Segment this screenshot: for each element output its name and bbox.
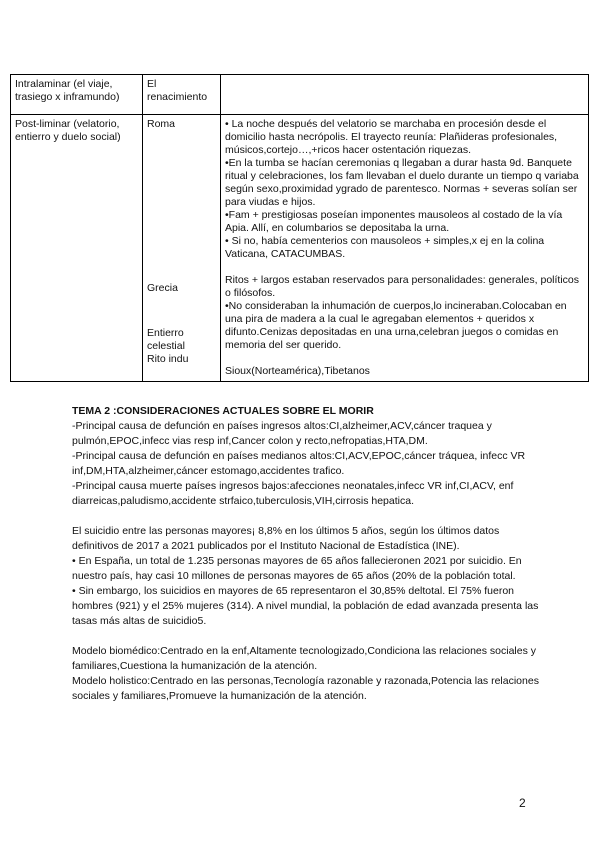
- paragraph: • En España, un total de 1.235 personas mayores de 65 años fallecieronen 2021 por suicidio. En nuestro país, hay casi 10 millones de personas mayores de 65 años (20% de la población total.: [72, 555, 522, 582]
- culture-cell: [143, 115, 221, 382]
- rome-bullet: •Fam + prestigiosas poseían imponentes mausoleos al costado de la vía Apia. Allí, en columbarios se depositaba la urna.: [225, 209, 563, 234]
- paragraph: Modelo biomédico:Centrado en la enf,Altamente tecnologizado,Condiciona las relaciones sociales y familiares,Cuestiona la humanización de la atención.: [72, 645, 537, 672]
- paragraph: -Principal causa de defunción en países medianos altos:CI,ACV,EPOC,cáncer tráquea, infecc VR inf,DM,HTA,alzheimer,cáncer estomago,accidentes trafico.: [72, 450, 526, 477]
- culture-celestial-line: Entierro: [147, 327, 184, 339]
- celestial-text: Sioux(Norteamérica),Tibetanos: [225, 365, 370, 377]
- culture-celestial-line: celestial: [147, 340, 185, 352]
- page-number: 2: [519, 796, 526, 810]
- culture-celestial: [147, 327, 221, 366]
- section-title: TEMA 2 :CONSIDERACIONES ACTUALES SOBRE EL MORIR: [72, 405, 374, 417]
- culture-greece: Grecia: [147, 282, 178, 294]
- greece-bullet: Ritos + largos estaban reservados para personalidades: generales, políticos o filósofos.: [225, 274, 580, 299]
- phase-cell: Post-liminar (velatorio, entierro y duelo social): [11, 115, 143, 382]
- paragraph: -Principal causa de defunción en países ingresos altos:CI,alzheimer,ACV,cáncer traquea y pulmón,EPOC,infecc vias resp inf,Cancer colon y recto,nefropatias,HTA,DM.: [72, 420, 492, 447]
- table-row: [11, 115, 589, 382]
- paragraph: • Sin embargo, los suicidios en mayores de 65 representaron el 30,85% deltotal. El 75% fueron hombres (921) y el 25% mujeres (314). A nivel mundial, la población de edad avanzada presenta las tasas más altas de suicidio5.: [72, 585, 539, 627]
- rome-bullet: • Si no, había cementerios con mausoleos + simples,x ej en la colina Vaticana, CATACUMBAS.: [225, 235, 545, 260]
- paragraph: El suicidio entre las personas mayores¡ 8,8% en los últimos 5 años, según los últimos datos definitivos de 2017 a 2021 publicados por el Instituto Nacional de Estadística (INE).: [72, 525, 500, 552]
- table-row: [11, 75, 589, 115]
- culture-rome: Roma: [147, 118, 176, 130]
- description-cell: [221, 115, 589, 382]
- rome-bullet: •En la tumba se hacían ceremonias q llegaban a durar hasta 9d. Banquete ritual y celebraciones, los fam llevaban el duelo durante un tiempo q variaba según sexo,proximidad ygrado de parentesco. Normas + severas solían ser para viudas e hijos.: [225, 157, 579, 208]
- rites-table: [10, 74, 589, 382]
- description-cell: [221, 75, 589, 115]
- body-text: [72, 404, 542, 704]
- paragraph: -Principal causa muerte países ingresos bajos:afecciones neonatales,infecc VR inf,CI,ACV, enf diarreicas,paludismo,accidente strfaico,tuberculosis,VIH,cirrosis hepatica.: [72, 480, 514, 507]
- culture-celestial-line: Rito indu: [147, 353, 189, 365]
- greece-bullet: •No consideraban la inhumación de cuerpos,lo incineraban.Colocaban en una pira de madera a la cual le agregaban elementos + queridos x difunto.Cenizas depositadas en una urna,celebran juegos o comidas en memoria del ser querido.: [225, 300, 567, 351]
- paragraph: Modelo holistico:Centrado en las personas,Tecnología razonable y razonada,Potencia las relaciones sociales y familiares,Promueve la humanización de la atención.: [72, 675, 539, 702]
- phase-cell: Intralaminar (el viaje, trasiego x inframundo): [11, 75, 143, 115]
- rome-bullet: • La noche después del velatorio se marchaba en procesión desde el domicilio hasta necrópolis. El trayecto reunía: Plañideras profesionales, músicos,cortejo…,+ricos hacer ostentación riquezas.: [225, 118, 558, 156]
- culture-cell: El renacimiento: [143, 75, 221, 115]
